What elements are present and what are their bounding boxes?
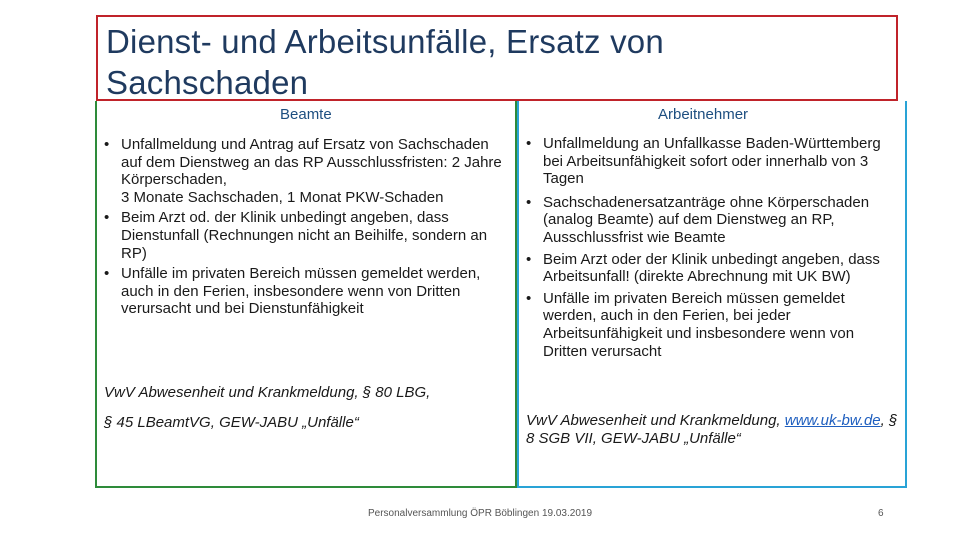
list-item — [104, 136, 509, 189]
arbeitnehmer-list — [526, 135, 901, 360]
reference-text: VwV Abwesenheit und Krankmeldung, — [526, 412, 785, 429]
text-span: ohne Körperschaden (analog Beamte) auf dem Dienstweg an RP, Ausschlussfrist wie Beamte — [543, 193, 870, 246]
arbeitnehmer-heading: Arbeitnehmer — [658, 106, 749, 123]
title-box — [96, 15, 898, 101]
slide-title — [106, 21, 664, 103]
reference-line: § 45 LBeamtVG, GEW-JABU „Unfälle“ — [104, 413, 359, 431]
beamte-heading: Beamte — [280, 106, 332, 123]
strong-text: Unfallmeldung — [121, 136, 217, 153]
list-item-continuation: 3 Monate Sachschaden, 1 Monat PKW-Schaden — [121, 188, 444, 206]
list-item: • Unfälle im privaten Bereich müssen gemeldet werden, auch in den Ferien, insbesondere wenn von Dritten verursacht und bei Dienstunfähigkeit — [104, 265, 509, 318]
footer-text: Personalversammlung ÖPR Böblingen 19.03.2019 — [367, 508, 593, 519]
reference-text: , § 8 SGB VII, GEW-JABU „Unfälle“ — [526, 412, 898, 447]
title-line-2: Sachschaden — [106, 64, 309, 101]
text-span: an Unfallkasse Baden-Württemberg bei Arbeitsunfähigkeit sofort oder innerhalb von 3 Tagen — [543, 135, 881, 188]
reference-line: VwV Abwesenheit und Krankmeldung, § 80 LBG, — [104, 384, 431, 401]
page-number: 6 — [878, 508, 884, 519]
text-span: auf dem Dienstweg an das RP Ausschlussfristen: 2 Jahre Körperschaden, — [121, 153, 502, 189]
title-line-1: Dienst- und Arbeitsunfälle, Ersatz von — [106, 23, 664, 60]
beamte-list — [104, 136, 509, 318]
arbeitnehmer-references — [526, 412, 901, 447]
strong-text: Sachschadenersatzanträge — [543, 193, 726, 211]
beamte-references — [104, 384, 509, 431]
list-item: • Beim Arzt od. der Klinik unbedingt angeben, dass Dienstunfall (Rechnungen nicht an Beihilfe, sondern an RP) — [104, 209, 509, 262]
list-item — [526, 194, 901, 247]
strong-text: Antrag auf Ersatz von Sachschaden — [249, 136, 489, 153]
list-item: • Unfälle im privaten Bereich müssen gemeldet werden, auch in den Ferien, bei jeder Arbeitsunfähigkeit und insbesondere wenn von Dritten verursacht — [526, 290, 901, 360]
uk-bw-link[interactable]: www.uk-bw.de — [784, 412, 881, 429]
list-item: • Beim Arzt oder der Klinik unbedingt angeben, dass Arbeitsunfall! (direkte Abrechnung mit UK BW) — [526, 251, 901, 286]
strong-text: Unfallmeldung — [543, 135, 639, 152]
text-span: und — [216, 136, 250, 153]
list-item — [526, 135, 901, 188]
